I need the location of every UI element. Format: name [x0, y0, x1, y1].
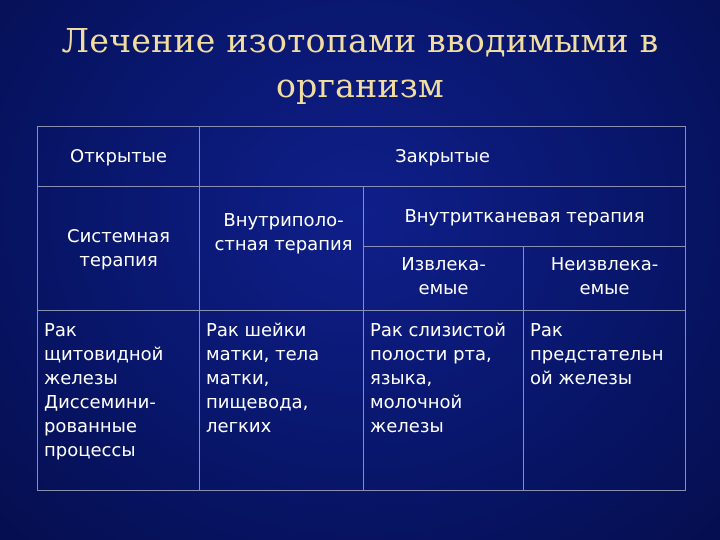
systemic-therapy-label: Системная терапия — [67, 226, 170, 271]
slide-title: Лечение изотопами вводимыми в организм — [61, 21, 659, 105]
intracavitary-cancers-text: Рак шейки матки, тела матки, пищевода, легких — [206, 320, 320, 437]
intracavitary-therapy-cell — [200, 187, 364, 311]
non-removable-cancers-text: Рак предстательн ой железы — [530, 320, 664, 389]
open-cancers-text: Рак щитовидной железы Диссемини-рованные процессы — [44, 320, 164, 461]
removable-cell — [364, 247, 524, 311]
non-removable-cancers-cell — [524, 311, 686, 491]
header-open — [38, 127, 200, 187]
interstitial-therapy-cell — [364, 187, 686, 247]
treatment-table — [37, 126, 686, 491]
interstitial-therapy-label: Внутритканевая терапия — [404, 206, 645, 227]
removable-label: Извлека-емые — [401, 254, 486, 299]
removable-cancers-text: Рак слизистой полости рта, языка, молочной железы — [370, 320, 506, 437]
removable-cancers-cell — [364, 311, 524, 491]
open-cancers-cell — [38, 311, 200, 491]
header-closed-label: Закрытые — [395, 146, 490, 167]
non-removable-cell — [524, 247, 686, 311]
intracavitary-therapy-label: Внутриполо-стная терапия — [214, 210, 353, 255]
header-closed — [200, 127, 686, 187]
non-removable-label: Неизвлека-емые — [550, 254, 659, 299]
intracavitary-cancers-cell — [200, 311, 364, 491]
systemic-therapy-cell — [38, 187, 200, 311]
header-open-label: Открытые — [70, 146, 167, 167]
